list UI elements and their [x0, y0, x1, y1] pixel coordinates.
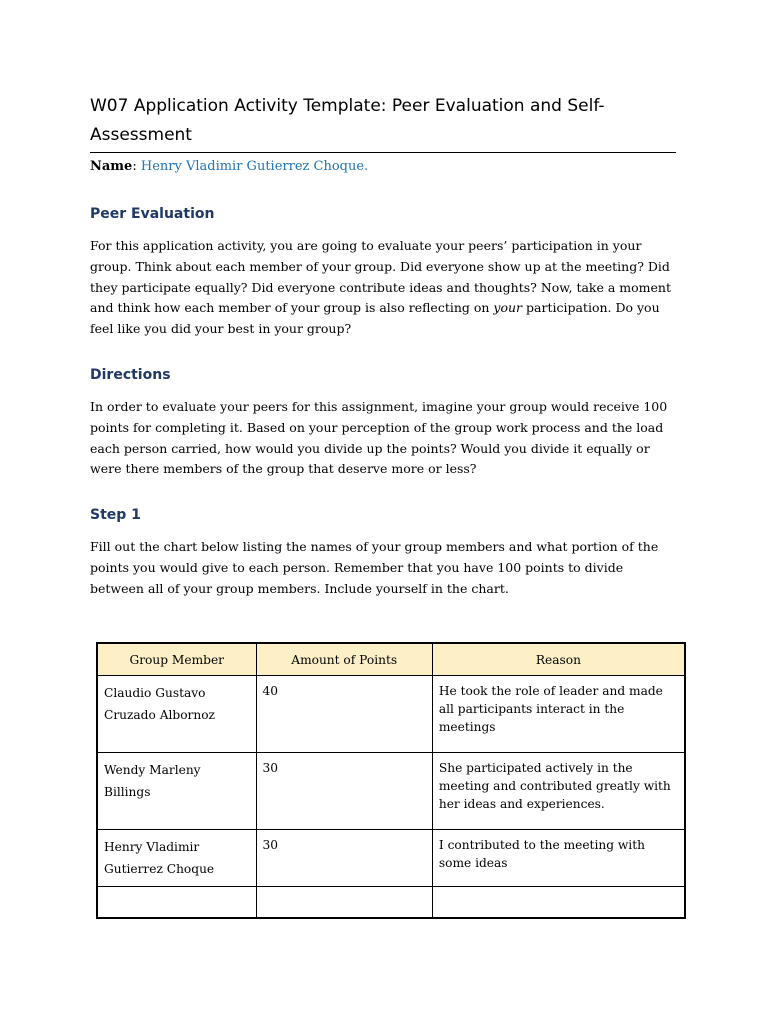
peer-evaluation-heading: Peer Evaluation — [90, 206, 215, 222]
name-colon: : — [132, 159, 141, 174]
cell-member[interactable]: Claudio Gustavo Cruzado Albornoz — [97, 676, 256, 753]
step1-heading: Step 1 — [90, 507, 141, 523]
name-line — [90, 156, 368, 178]
directions-heading: Directions — [90, 367, 171, 383]
table-row — [97, 830, 685, 887]
step1-text: Fill out the chart below listing the names of your group members and what portion of the points you would give to each person. Remember that you have 100 points to divide between all of your group members. Include yourself in the chart. — [90, 539, 659, 596]
header-group-member: Group Member — [97, 643, 256, 676]
cell-member[interactable]: Wendy Marleny Billings — [97, 753, 256, 830]
table-row — [97, 676, 685, 753]
directions-text: In order to evaluate your peers for this assignment, imagine your group would receive 100 points for completing it. Based on your perception of the group work process and the load each person carried, how would you divide up the points? Would you divide it equally or were there members of the group that deserve more or less? — [90, 399, 668, 477]
cell-points[interactable] — [256, 887, 432, 919]
header-amount-of-points: Amount of Points — [256, 643, 432, 676]
document-title: W07 Application Activity Template: Peer Evaluation and Self-Assessment — [90, 92, 676, 153]
header-reason: Reason — [432, 643, 685, 676]
peer-evaluation-text-part2: participation. Do you feel like you did your best in your group? — [90, 300, 660, 337]
cell-points[interactable]: 40 — [256, 676, 432, 753]
cell-member[interactable] — [97, 887, 256, 919]
cell-reason[interactable]: He took the role of leader and made all participants interact in the meetings — [432, 676, 685, 753]
table-row-empty — [97, 887, 685, 919]
cell-points[interactable]: 30 — [256, 830, 432, 887]
cell-reason[interactable]: I contributed to the meeting with some ideas — [432, 830, 685, 887]
name-label: Name — [90, 159, 133, 174]
cell-reason[interactable]: She participated actively in the meeting and contributed greatly with her ideas and experiences. — [432, 753, 685, 830]
points-table — [96, 642, 686, 919]
cell-member[interactable]: Henry Vladimir Gutierrez Choque — [97, 830, 256, 887]
table-row — [97, 753, 685, 830]
peer-evaluation-italic-word: your — [493, 300, 523, 316]
name-value: Henry Vladimir Gutierrez Choque. — [140, 159, 369, 174]
table-header-row — [97, 643, 685, 676]
cell-reason[interactable] — [432, 887, 685, 919]
cell-points[interactable]: 30 — [256, 753, 432, 830]
peer-evaluation-text-part1: For this application activity, you are going to evaluate your peers’ participation in your group. Think about each member of your group. Did everyone show up at the meeting? Did they participate equally? Did everyone contribute ideas and thoughts? Now, take a moment and think how each member of your group is also reflecting on — [90, 238, 671, 316]
peer-evaluation-text — [90, 236, 680, 340]
